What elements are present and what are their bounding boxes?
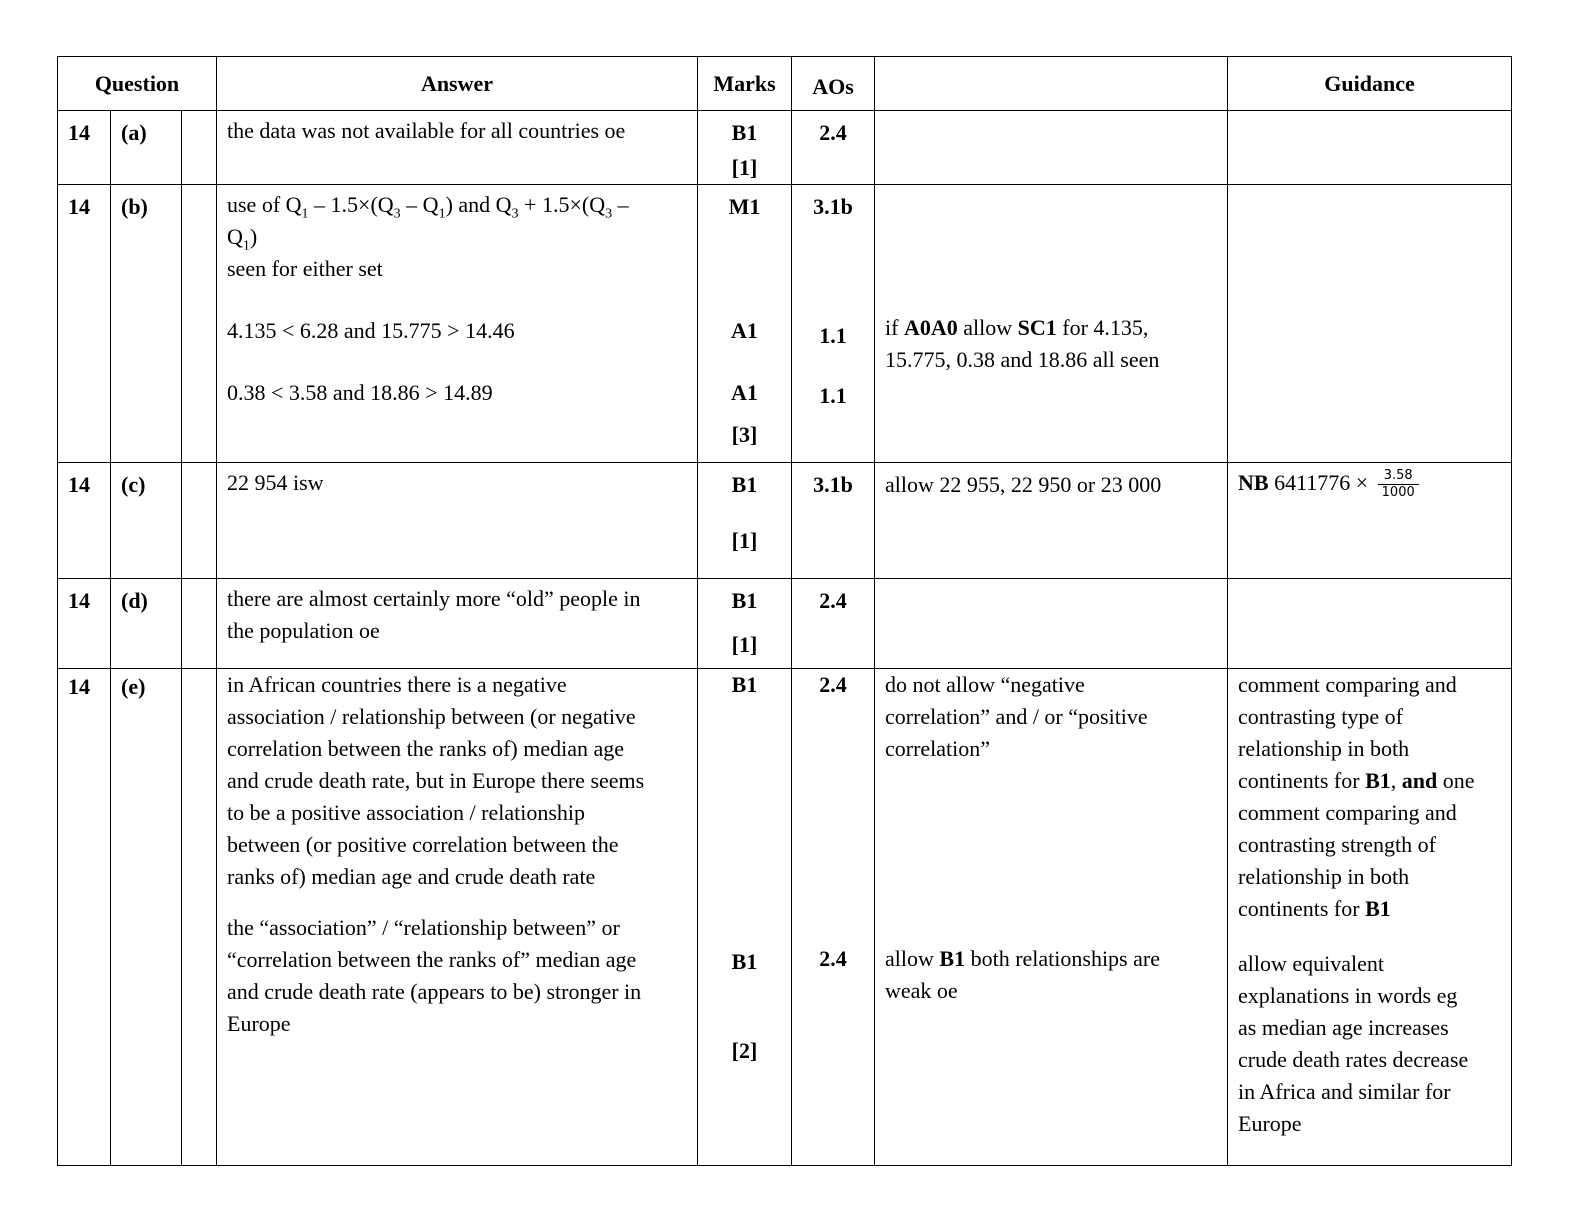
ao-cell [792, 111, 875, 185]
mark-total: [1] [731, 528, 758, 553]
question-part: (b) [111, 185, 182, 463]
table-row [58, 185, 1512, 463]
answer-cell [217, 463, 698, 579]
guidance-text: relationship in both [1238, 864, 1410, 889]
ao-cell [792, 579, 875, 669]
guidance-text: Europe [1238, 1111, 1302, 1136]
guidance-text: relationship in both [1238, 736, 1410, 761]
answer-text: and crude death rate (appears to be) stronger in [227, 979, 642, 1004]
extra-cell [875, 669, 1228, 1166]
answer-text: there are almost certainly more “old” people in [227, 586, 641, 611]
mark-total: [2] [731, 1038, 758, 1063]
ao-value: 1.1 [819, 383, 847, 408]
answer-cell [217, 185, 698, 463]
answer-text: between (or positive correlation between the [227, 832, 619, 857]
mark-code: A1 [731, 318, 758, 343]
answer-formula-line: $Q_1$) [227, 224, 258, 254]
extra-cell [875, 185, 1228, 463]
question-subpart [182, 185, 217, 463]
header-extra [875, 57, 1228, 111]
header-question: Question [58, 57, 217, 111]
fraction: $\frac{3.58}{1000}$ [1378, 468, 1419, 501]
guidance-text: continents for B1 [1238, 896, 1391, 921]
guidance-text: explanations in words eg [1238, 983, 1458, 1008]
guidance-cell [1228, 669, 1512, 1166]
answer-text: in African countries there is a negative [227, 672, 567, 697]
mark-total: [1] [731, 632, 758, 657]
mark-code: B1 [731, 949, 758, 974]
mark-total: [3] [731, 422, 758, 447]
extra-text: allow B1 both relationships are [885, 946, 1160, 971]
marks-cell [698, 579, 792, 669]
answer-text: Europe [227, 1011, 291, 1036]
mark-code: M1 [728, 194, 761, 219]
ao-cell [792, 669, 875, 1166]
header-row [58, 57, 1512, 111]
question-part: (c) [111, 463, 182, 579]
ao-cell [792, 185, 875, 463]
extra-text: correlation” [885, 736, 991, 761]
mark-total: [1] [731, 155, 758, 180]
answer-text: association / relationship between (or negative [227, 704, 636, 729]
ao-value: 1.1 [819, 323, 847, 348]
answer-text: 0.38 < 3.58 and 18.86 > 14.89 [227, 380, 493, 405]
ao-value: 2.4 [819, 946, 847, 971]
mark-code: B1 [731, 472, 758, 497]
guidance-text: comment comparing and [1238, 672, 1457, 697]
question-number: 14 [58, 579, 111, 669]
ao-value: 3.1b [813, 194, 853, 219]
extra-cell [875, 463, 1228, 579]
answer-text: seen for either set [227, 256, 383, 281]
ao-value: 2.4 [819, 672, 847, 697]
question-number: 14 [58, 111, 111, 185]
extra-cell [875, 111, 1228, 185]
guidance-cell [1228, 579, 1512, 669]
question-subpart [182, 463, 217, 579]
question-subpart [182, 579, 217, 669]
extra-text: weak oe [885, 978, 958, 1003]
question-subpart [182, 669, 217, 1166]
extra-text: if A0A0 allow SC1 for 4.135, [885, 315, 1149, 340]
answer-text: 4.135 < 6.28 and 15.775 > 14.46 [227, 318, 515, 343]
mark-code: B1 [731, 120, 758, 145]
ao-value: 3.1b [813, 472, 853, 497]
guidance-text: as median age increases [1238, 1015, 1449, 1040]
extra-text: correlation” and / or “positive [885, 704, 1148, 729]
question-number: 14 [58, 669, 111, 1166]
ao-value: 2.4 [819, 588, 847, 613]
answer-text: ranks of) median age and crude death rate [227, 864, 596, 889]
answer-text: correlation between the ranks of) median age [227, 736, 625, 761]
answer-text: to be a positive association / relationship [227, 800, 586, 825]
answer-cell [217, 579, 698, 669]
answer-text: the data was not available for all countries oe [227, 118, 626, 143]
answer-text: and crude death rate, but in Europe there seems [227, 768, 645, 793]
guidance-text: contrasting type of [1238, 704, 1403, 729]
marks-cell [698, 185, 792, 463]
question-part: (a) [111, 111, 182, 185]
question-number: 14 [58, 463, 111, 579]
header-guidance: Guidance [1228, 57, 1512, 111]
guidance-text: allow equivalent [1238, 951, 1385, 976]
guidance-text: crude death rates decrease [1238, 1047, 1469, 1072]
header-marks: Marks [698, 57, 792, 111]
ao-cell [792, 463, 875, 579]
extra-text: allow 22 955, 22 950 or 23 000 [885, 472, 1162, 497]
guidance-text: continents for B1, and one [1238, 768, 1475, 793]
guidance-text: in Africa and similar for [1238, 1079, 1451, 1104]
question-part: (d) [111, 579, 182, 669]
answer-cell [217, 669, 698, 1166]
table-row [58, 463, 1512, 579]
table-row [58, 579, 1512, 669]
guidance-text: contrasting strength of [1238, 832, 1436, 857]
ao-value: 2.4 [819, 120, 847, 145]
answer-formula-line: use of $Q_1 - 1.5\times(Q_3 - Q_1)$ and $Q_3 + 1.5\times(Q_3$ – [227, 192, 629, 222]
question-number: 14 [58, 185, 111, 463]
answer-text: 22 954 isw [227, 470, 324, 495]
extra-text: do not allow “negative [885, 672, 1085, 697]
table-row [58, 669, 1512, 1166]
mark-scheme-table [57, 56, 1512, 1166]
header-aos: AOs [792, 57, 875, 111]
answer-cell [217, 111, 698, 185]
marks-cell [698, 111, 792, 185]
mark-code: B1 [731, 588, 758, 613]
answer-text: the “association” / “relationship between” or [227, 915, 620, 940]
marks-cell [698, 463, 792, 579]
guidance-text: NB 6411776 × $\frac{3.58}{1000}$ [1238, 467, 1501, 501]
guidance-text: comment comparing and [1238, 800, 1457, 825]
guidance-cell [1228, 185, 1512, 463]
mark-code: B1 [731, 672, 758, 697]
marks-cell [698, 669, 792, 1166]
question-subpart [182, 111, 217, 185]
guidance-cell [1228, 463, 1512, 579]
header-answer: Answer [217, 57, 698, 111]
extra-cell [875, 579, 1228, 669]
mark-code: A1 [731, 380, 758, 405]
answer-text: “correlation between the ranks of” median age [227, 947, 637, 972]
answer-text: the population oe [227, 618, 380, 643]
guidance-cell [1228, 111, 1512, 185]
extra-text: 15.775, 0.38 and 18.86 all seen [885, 347, 1160, 372]
table-row [58, 111, 1512, 185]
question-part: (e) [111, 669, 182, 1166]
